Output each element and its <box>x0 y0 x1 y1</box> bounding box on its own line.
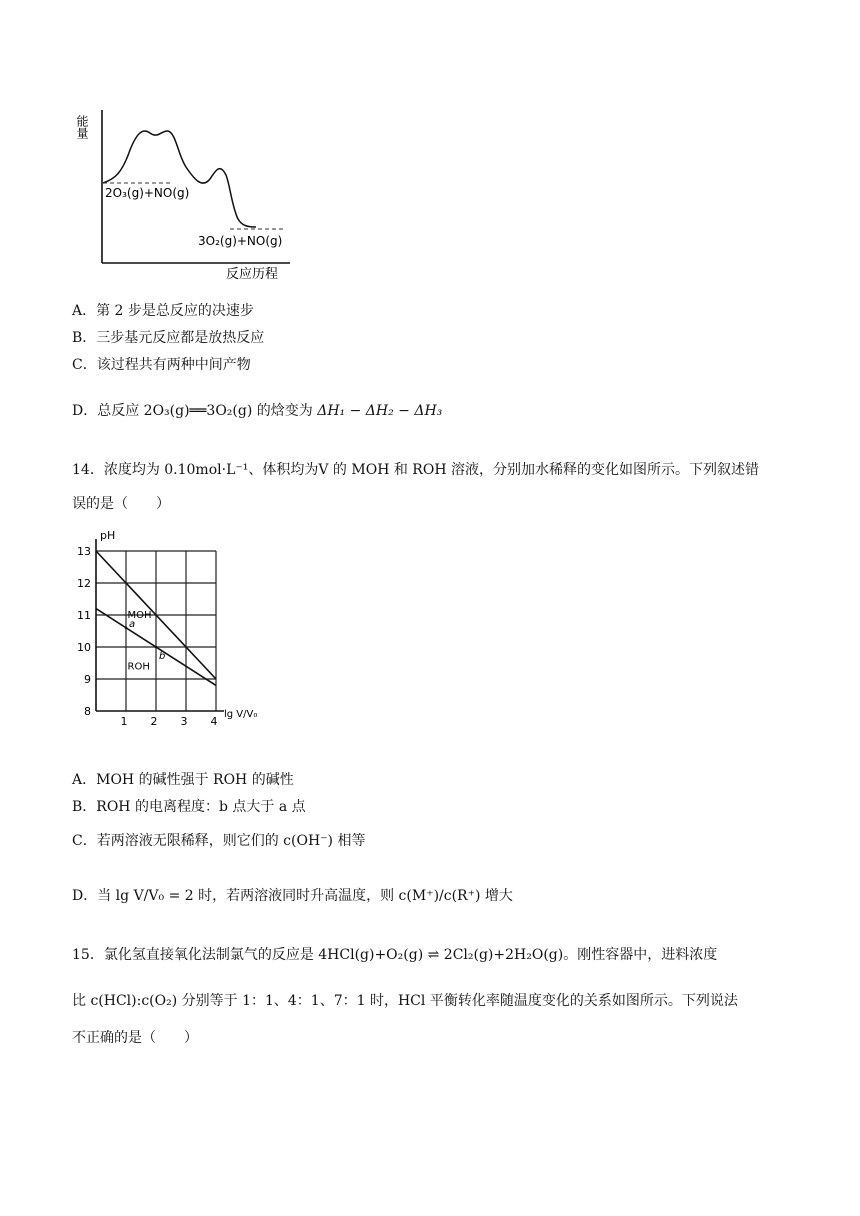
series-label-moh: MOH <box>127 610 152 622</box>
y-axis-label: pH <box>100 529 116 542</box>
q13-option-d <box>72 401 442 421</box>
q13-option-d-text: D．总反应 2O₃(g)══3O₂(g) 的焓变为 <box>72 403 318 419</box>
q15-line3: 不正确的是（ ） <box>72 1030 198 1046</box>
y-tick-label: 11 <box>77 609 91 622</box>
q14-option-c: C．若两溶液无限稀释，则它们的 c(OH⁻) 相等 <box>72 833 366 849</box>
q13-option-d-math: ΔH₁ − ΔH₂ − ΔH₃ <box>317 403 443 419</box>
q13-option-c: C．该过程共有两种中间产物 <box>72 357 251 373</box>
point-label-b: b <box>159 651 166 662</box>
q14-option-a: A．MOH 的碱性强于 ROH 的碱性 <box>72 772 294 788</box>
x-tick-label: 4 <box>210 715 218 728</box>
q14-stem-line2: 误的是（ ） <box>72 496 170 512</box>
point-a <box>125 627 128 630</box>
q13-option-b: B．三步基元反应都是放热反应 <box>72 330 265 346</box>
energy-start-label: 2O₃(g)+NO(g) <box>105 186 190 200</box>
q14-option-d: D．当 lg V/V₀ = 2 时，若两溶液同时升高温度，则 c(M⁺)/c(R⁺) 增大 <box>72 888 513 904</box>
ph-dilution-chart <box>74 528 274 758</box>
x-tick-label: 2 <box>150 715 158 728</box>
q14-option-b: B．ROH 的电离程度：b 点大于 a 点 <box>72 799 306 815</box>
x-axis-label: lg V/V₀ <box>224 709 258 720</box>
x-tick-label: 1 <box>120 715 128 728</box>
x-tick-label: 3 <box>180 715 188 728</box>
energy-xlabel: 反应历程 <box>226 267 279 282</box>
energy-curve <box>103 131 256 227</box>
q14-stem-line1: 14．浓度均为 0.10mol·L⁻¹、体积均为V 的 MOH 和 ROH 溶液，分别加水稀释的变化如图所示。下列叙述错 <box>72 462 759 478</box>
point-label-a: a <box>129 618 136 630</box>
q15-line1: 15．氯化氢直接氧化法制氯气的反应是 4HCl(g)+O₂(g) ⇌ 2Cl₂(g)+2H₂O(g)。刚性容器中，进料浓度 <box>72 947 718 963</box>
y-tick-label: 12 <box>77 577 91 590</box>
energy-diagram <box>70 95 300 285</box>
y-tick-label: 10 <box>77 641 91 654</box>
q15-line2: 比 c(HCl):c(O₂) 分别等于 1：1、4：1、7：1 时，HCl 平衡转化率随温度变化的关系如图所示。下列说法 <box>72 993 738 1009</box>
y-tick-label: 8 <box>84 705 91 718</box>
energy-ylabel: 能量 <box>75 115 89 139</box>
q13-option-a: A．第 2 步是总反应的决速步 <box>72 303 254 319</box>
series-label-roh: ROH <box>127 661 150 673</box>
y-tick-label: 9 <box>84 673 91 686</box>
y-tick-label: 13 <box>77 545 91 558</box>
energy-end-label: 3O₂(g)+NO(g) <box>198 234 283 248</box>
point-b <box>155 646 158 649</box>
